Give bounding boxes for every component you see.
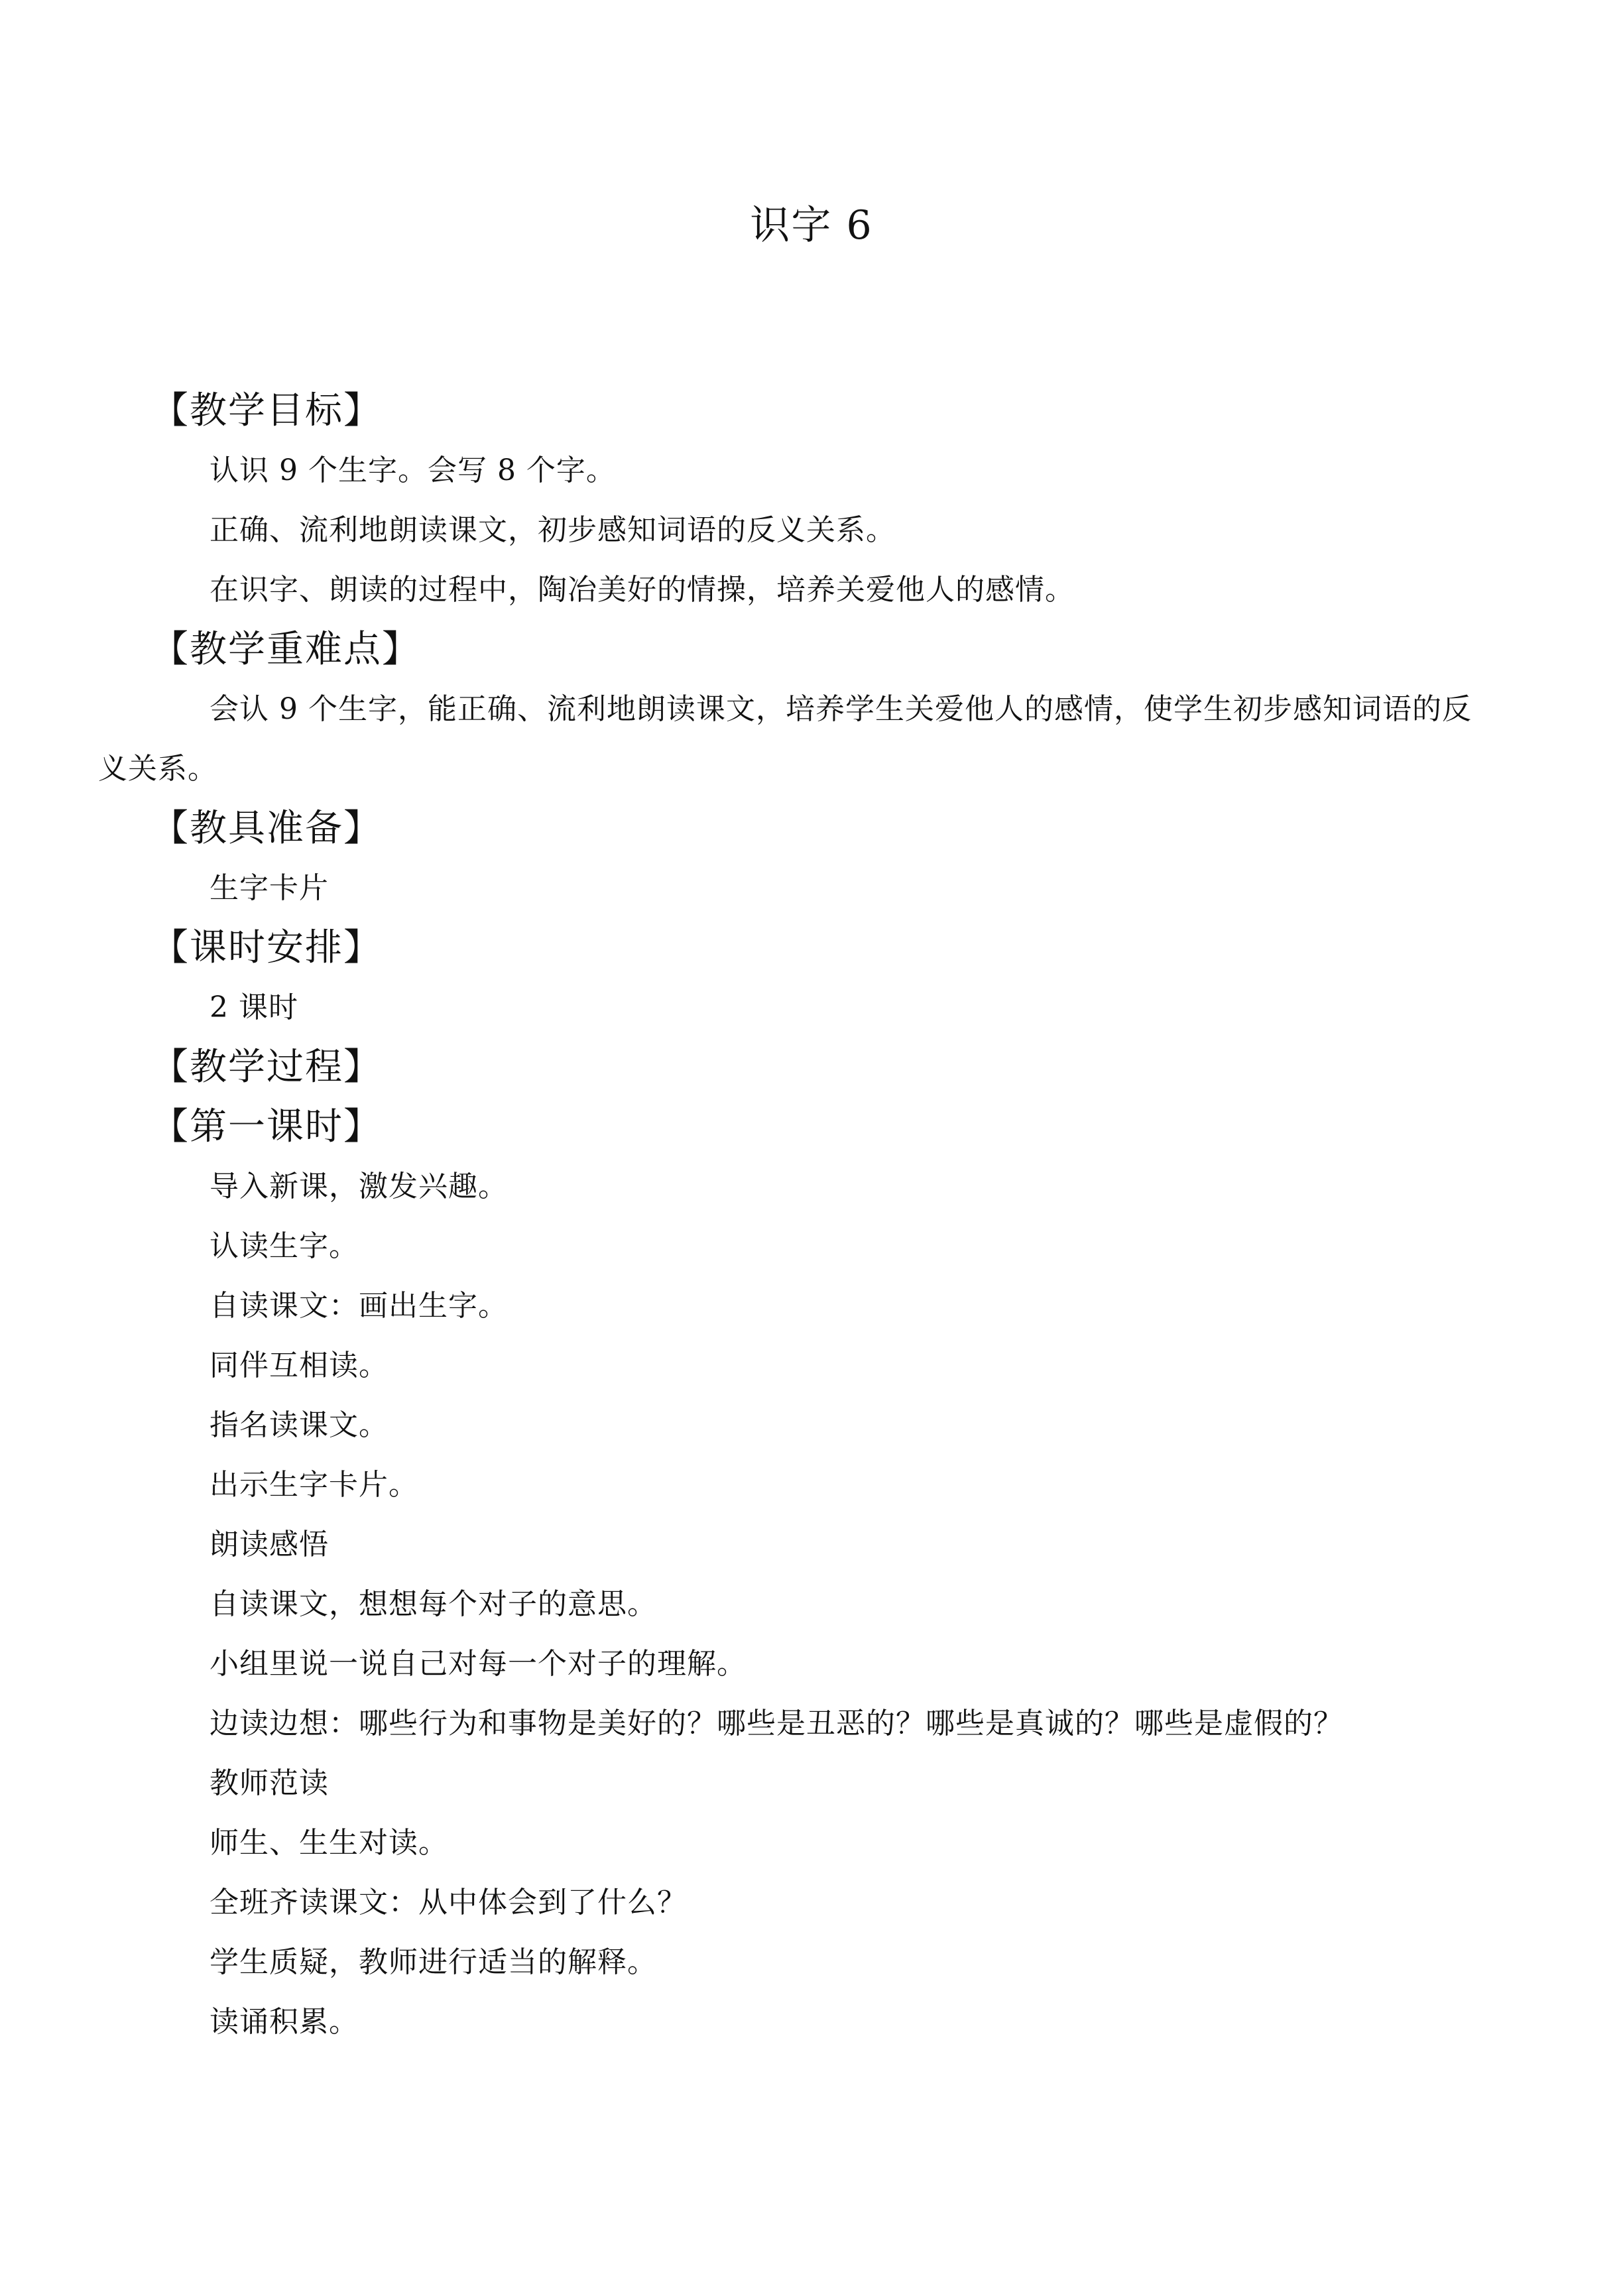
section-heading: 【教学重难点】 — [151, 628, 420, 671]
paragraph: 2 课时 — [210, 991, 298, 1024]
paragraph: 认读生字。 — [210, 1229, 359, 1263]
section-heading: 【教学目标】 — [151, 389, 382, 432]
section-heading: 【教学过程】 — [151, 1046, 382, 1089]
paragraph: 自读课文：画出生字。 — [210, 1289, 508, 1323]
paragraph: 正确、流利地朗读课文，初步感知词语的反义关系。 — [210, 513, 896, 547]
paragraph: 会认 9 个生字，能正确、流利地朗读课文，培养学生关爱他人的感情，使学生初步感知词语的反义关系。 — [98, 692, 1472, 786]
paragraph: 朗读感悟 — [210, 1528, 329, 1561]
paragraph: 全班齐读课文：从中体会到了什么？ — [210, 1886, 687, 1919]
paragraph: 师生、生生对读。 — [210, 1826, 448, 1860]
paragraph: 出示生字卡片。 — [210, 1468, 418, 1502]
paragraph: 导入新课，激发兴趣。 — [210, 1170, 508, 1203]
paragraph: 教师范读 — [210, 1766, 329, 1800]
paragraph: 学生质疑，教师进行适当的解释。 — [210, 1945, 657, 1979]
paragraph: 自读课文，想想每个对子的意思。 — [210, 1587, 657, 1621]
section-heading: 【第一课时】 — [151, 1105, 382, 1148]
paragraph: 边读边想：哪些行为和事物是美好的？哪些是丑恶的？哪些是真诚的？哪些是虚假的？ — [210, 1707, 1343, 1740]
paragraph: 指名读课文。 — [210, 1408, 389, 1442]
section-heading: 【教具准备】 — [151, 807, 382, 850]
section-heading: 【课时安排】 — [151, 926, 382, 969]
paragraph: 同伴互相读。 — [210, 1349, 389, 1382]
paragraph: 读诵积累。 — [210, 2005, 359, 2039]
document-title: 识字 6 — [750, 202, 873, 249]
paragraph: 认识 9 个生字。会写 8 个字。 — [210, 453, 616, 487]
paragraph: 小组里说一说自己对每一个对子的理解。 — [210, 1647, 747, 1681]
paragraph: 在识字、朗读的过程中，陶冶美好的情操，培养关爱他人的感情。 — [210, 573, 1075, 607]
paragraph: 生字卡片 — [210, 871, 329, 905]
document-body — [98, 381, 1490, 2052]
